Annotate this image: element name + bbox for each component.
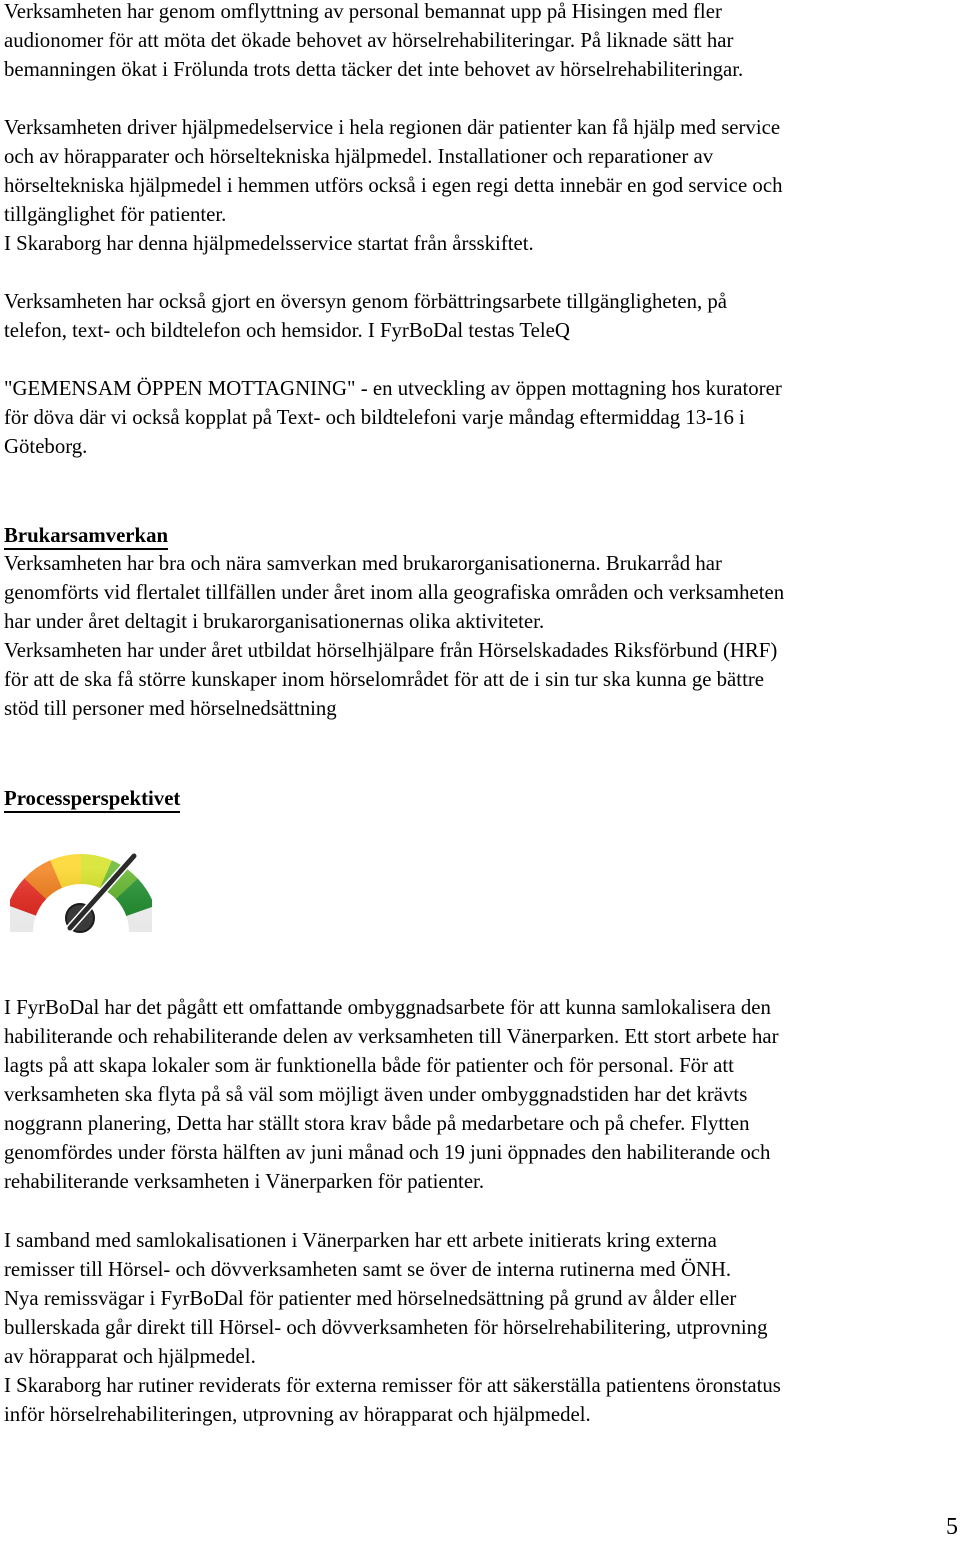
text-line: noggrann planering, Detta har ställt stora krav både på medarbetare och på chefer. Flytten [4,1112,750,1135]
text-line: stöd till personer med hörselnedsättning [4,697,337,720]
text-line: telefon, text- och bildtelefon och hemsidor. I FyrBoDal testas TeleQ [4,319,570,342]
text-line: Nya remissvägar i FyrBoDal för patienter med hörselnedsättning på grund av ålder eller [4,1287,737,1310]
paragraph-vanerparken [4,993,954,1196]
section-heading: Brukarsamverkan [4,524,168,550]
text-line: genomförts vid flertalet tillfällen under året inom alla geografiska områden och verksamheten [4,581,785,604]
paragraph-remisser [4,1226,954,1429]
text-line: I Skaraborg har denna hjälpmedelsservice startat från årsskiftet. [4,232,534,255]
text-line: Göteborg. [4,435,88,458]
text-line: Verksamheten har också gjort en översyn genom förbättringsarbete tillgängligheten, på [4,290,728,313]
paragraph-oppen-mottagning [4,374,954,461]
text-line: I Skaraborg har rutiner reviderats för externa remisser för att säkerställa patientens öronstatus [4,1374,781,1397]
section-heading: Processperspektivet [4,787,180,813]
text-line: av hörapparat och hjälpmedel. [4,1345,256,1368]
text-line: rehabiliterande verksamheten i Vänerparken för patienter. [4,1170,485,1193]
text-line: I samband med samlokalisationen i Vänerparken har ett arbete initierats kring externa [4,1229,717,1252]
text-line: Verksamheten har genom omflyttning av personal bemannat upp på Hisingen med fler [4,0,722,23]
text-line: för att de ska få större kunskaper inom hörselområdet för att de i sin tur ska kunna ge bättre [4,668,765,691]
text-line: Verksamheten har under året utbildat hörselhjälpare från Hörselskadades Riksförbund (HRF) [4,639,778,662]
text-line: Verksamheten har bra och nära samverkan med brukarorganisationerna. Brukarråd har [4,552,722,575]
text-line: lagts på att skapa lokaler som är funktionella både för patienter och för personal. För att [4,1054,734,1077]
text-line: habiliterande och rehabiliterande delen av verksamheten till Vänerparken. Ett stort arbete har [4,1025,779,1048]
text-line: tillgänglighet för patienter. [4,203,227,226]
text-line: bemanningen ökat i Frölunda trots detta täcker det inte behovet av hörselrehabiliteringar. [4,58,744,81]
text-line: I FyrBoDal har det pågått ett omfattande ombyggnadsarbete för att kunna samlokalisera den [4,996,771,1019]
paragraph-hisingen [4,0,954,84]
speedometer-gauge-icon [10,846,152,946]
text-line: för döva där vi också kopplat på Text- och bildtelefoni varje måndag eftermiddag 13-16 i [4,406,745,429]
text-line: har under året deltagit i brukarorganisationernas olika aktiviteter. [4,610,545,633]
text-line: bullerskada går direkt till Hörsel- och dövverksamheten för hörselrehabilitering, utprovning [4,1316,768,1339]
text-line: audionomer för att möta det ökade behovet av hörselrehabiliteringar. På liknade sätt har [4,29,734,52]
paragraph-tillganglighet [4,287,954,345]
section-processperspektivet [4,784,954,813]
text-line: "GEMENSAM ÖPPEN MOTTAGNING" - en utveckling av öppen mottagning hos kuratorer [4,377,782,400]
text-line: och av hörapparater och hörseltekniska hjälpmedel. Installationer och reparationer av [4,145,714,168]
paragraph-brukarsamverkan [4,549,954,723]
text-line: genomfördes under första hälften av juni månad och 19 juni öppnades den habiliterande och [4,1141,771,1164]
text-line: verksamheten ska flyta på så väl som möjligt även under ombyggnadstiden har det krävts [4,1083,748,1106]
page-number: 5 [946,1514,958,1540]
text-line: remisser till Hörsel- och dövverksamheten samt se över de interna rutinerna med ÖNH. [4,1258,732,1281]
text-line: hörseltekniska hjälpmedel i hemmen utförs också i egen regi detta innebär en god service och [4,174,783,197]
text-line: inför hörselrehabiliteringen, utprovning av hörapparat och hjälpmedel. [4,1403,591,1426]
text-line: Verksamheten driver hjälpmedelservice i hela regionen där patienter kan få hjälp med service [4,116,781,139]
section-brukarsamverkan [4,521,954,550]
paragraph-hjalpmedelservice [4,113,954,258]
